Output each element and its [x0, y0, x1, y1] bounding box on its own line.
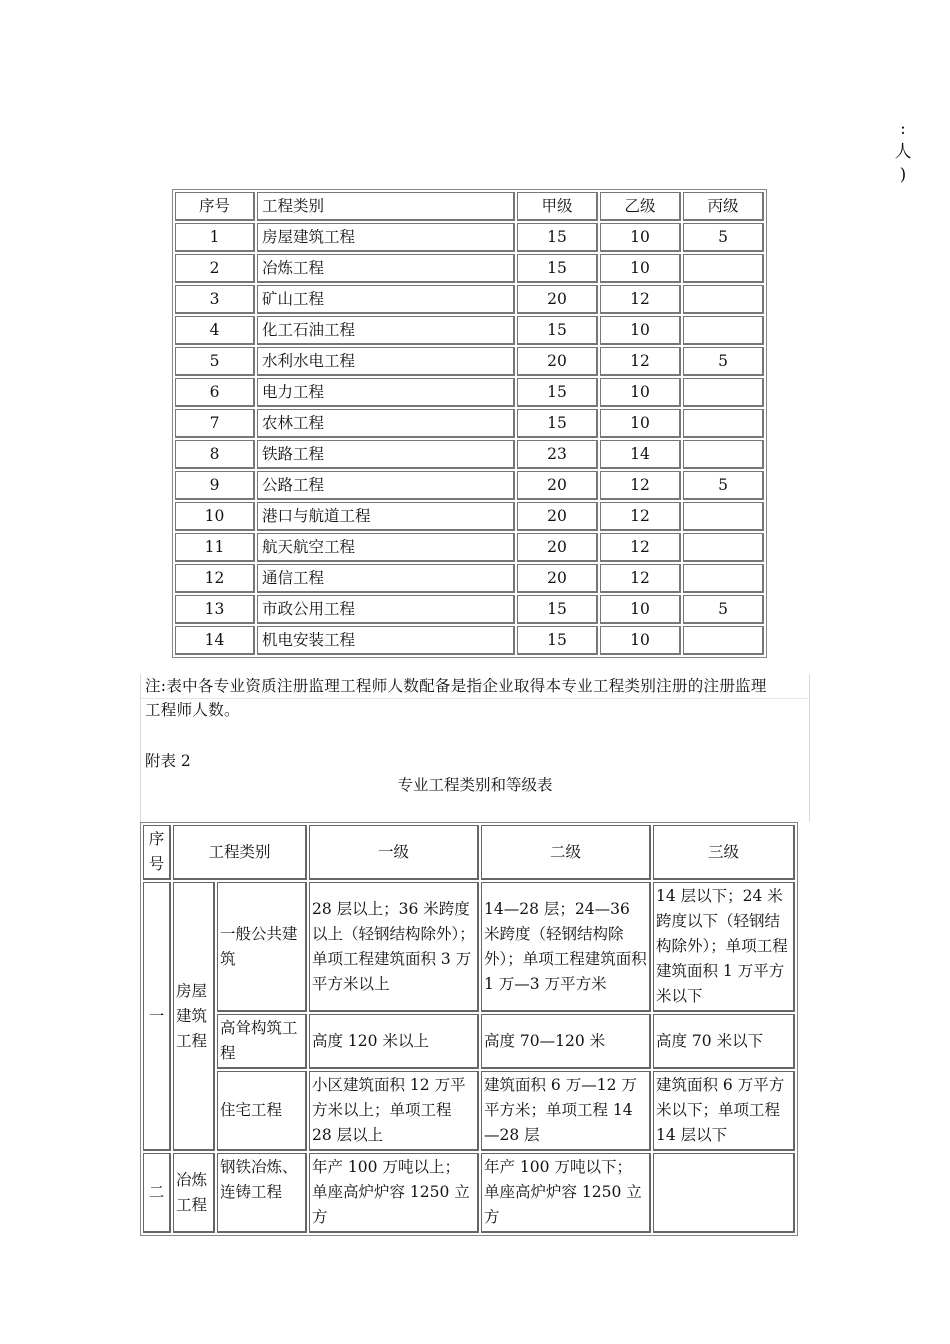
- row-grade-a: 20: [517, 285, 598, 314]
- row-seq: 7: [175, 409, 255, 438]
- table-row: [175, 564, 764, 593]
- header-grade-2: 二级: [481, 825, 651, 880]
- side-note-colon: :: [900, 119, 906, 139]
- row-seq: 2: [175, 254, 255, 283]
- row-category: 水利水电工程: [257, 347, 515, 376]
- group-seq: 二: [143, 1153, 171, 1233]
- table-header-row: [143, 825, 795, 880]
- row-grade-b: 12: [600, 564, 681, 593]
- grade-1-value: 小区建筑面积 12 万平方米以上；单项工程 28 层以上: [309, 1071, 479, 1151]
- grade-2-value: 高度 70—120 米: [481, 1014, 651, 1069]
- row-grade-b: 10: [600, 223, 681, 252]
- table-row: [175, 440, 764, 469]
- row-seq: 14: [175, 626, 255, 655]
- row-grade-b: 12: [600, 471, 681, 500]
- row-seq: 1: [175, 223, 255, 252]
- grade-3-value: 建筑面积 6 万平方米以下；单项工程 14 层以下: [653, 1071, 795, 1151]
- row-grade-c: [683, 409, 764, 438]
- row-category: 矿山工程: [257, 285, 515, 314]
- row-grade-c: [683, 533, 764, 562]
- group-category: 冶炼工程: [173, 1153, 215, 1233]
- row-category: 冶炼工程: [257, 254, 515, 283]
- row-grade-a: 23: [517, 440, 598, 469]
- header-grade-a: 甲级: [517, 192, 598, 221]
- header-grade-b: 乙级: [600, 192, 681, 221]
- row-category: 航天航空工程: [257, 533, 515, 562]
- row-category: 化工石油工程: [257, 316, 515, 345]
- row-category: 铁路工程: [257, 440, 515, 469]
- row-seq: 6: [175, 378, 255, 407]
- row-grade-a: 20: [517, 471, 598, 500]
- sub-category: 高耸构筑工程: [217, 1014, 307, 1069]
- notes-block: [140, 674, 810, 822]
- side-note-person: 人: [894, 142, 912, 162]
- row-grade-a: 20: [517, 533, 598, 562]
- header-seq: 序号: [143, 825, 171, 880]
- row-grade-a: 15: [517, 626, 598, 655]
- table-row: [175, 254, 764, 283]
- grade-2-value: 14—28 层；24—36 米跨度（轻钢结构除外）；单项工程建筑面积 1 万—3 万平方米: [481, 882, 651, 1012]
- note-divider: [141, 698, 809, 699]
- row-grade-c: 5: [683, 347, 764, 376]
- table-row: [175, 471, 764, 500]
- row-grade-a: 15: [517, 409, 598, 438]
- row-grade-c: [683, 285, 764, 314]
- sub-category: 一般公共建筑: [217, 882, 307, 1012]
- grade-1-value: 年产 100 万吨以上；单座高炉炉容 1250 立方: [309, 1153, 479, 1233]
- row-seq: 8: [175, 440, 255, 469]
- table-row: [143, 882, 795, 1012]
- row-category: 电力工程: [257, 378, 515, 407]
- row-grade-b: 14: [600, 440, 681, 469]
- row-grade-b: 12: [600, 285, 681, 314]
- row-grade-a: 15: [517, 316, 598, 345]
- row-grade-c: [683, 502, 764, 531]
- row-category: 农林工程: [257, 409, 515, 438]
- row-grade-c: 5: [683, 471, 764, 500]
- table-row: [175, 533, 764, 562]
- row-grade-c: [683, 564, 764, 593]
- table-row: [175, 502, 764, 531]
- row-seq: 11: [175, 533, 255, 562]
- sub-category: 住宅工程: [217, 1071, 307, 1151]
- grade-3-value: [653, 1153, 795, 1233]
- row-grade-a: 15: [517, 223, 598, 252]
- row-seq: 9: [175, 471, 255, 500]
- row-grade-a: 20: [517, 564, 598, 593]
- group-seq: 一: [143, 882, 171, 1151]
- row-grade-b: 10: [600, 316, 681, 345]
- row-grade-a: 15: [517, 254, 598, 283]
- table-row: [175, 285, 764, 314]
- row-category: 市政公用工程: [257, 595, 515, 624]
- table-row: [175, 347, 764, 376]
- grade-table: [140, 822, 798, 1236]
- row-seq: 13: [175, 595, 255, 624]
- table-row: [143, 1014, 795, 1069]
- row-grade-c: [683, 626, 764, 655]
- row-category: 公路工程: [257, 471, 515, 500]
- row-grade-b: 12: [600, 502, 681, 531]
- row-grade-b: 10: [600, 409, 681, 438]
- table-row: [175, 409, 764, 438]
- row-grade-b: 12: [600, 347, 681, 376]
- row-grade-c: 5: [683, 595, 764, 624]
- row-seq: 5: [175, 347, 255, 376]
- row-grade-b: 12: [600, 533, 681, 562]
- table-note-line-2: 工程师人数。: [145, 701, 240, 719]
- row-grade-a: 20: [517, 347, 598, 376]
- side-note: [891, 118, 915, 187]
- staffing-table: [172, 189, 767, 658]
- header-category: 工程类别: [173, 825, 307, 880]
- appendix-label: 附表 2: [145, 752, 191, 770]
- side-note-paren: ): [899, 165, 907, 185]
- table-row: [175, 378, 764, 407]
- table-row: [175, 316, 764, 345]
- grade-2-value: 年产 100 万吨以下；单座高炉炉容 1250 立方: [481, 1153, 651, 1233]
- table2-title: 专业工程类别和等级表: [397, 776, 553, 794]
- row-seq: 3: [175, 285, 255, 314]
- row-grade-a: 15: [517, 378, 598, 407]
- table-row: [143, 1153, 795, 1233]
- table-row: [175, 595, 764, 624]
- row-category: 通信工程: [257, 564, 515, 593]
- header-grade-1: 一级: [309, 825, 479, 880]
- table-row: [175, 223, 764, 252]
- row-grade-b: 10: [600, 595, 681, 624]
- grade-2-value: 建筑面积 6 万—12 万平方米；单项工程 14—28 层: [481, 1071, 651, 1151]
- grade-3-value: 高度 70 米以下: [653, 1014, 795, 1069]
- row-category: 房屋建筑工程: [257, 223, 515, 252]
- row-grade-c: 5: [683, 223, 764, 252]
- row-grade-b: 10: [600, 378, 681, 407]
- table-row: [175, 626, 764, 655]
- row-seq: 12: [175, 564, 255, 593]
- row-grade-a: 15: [517, 595, 598, 624]
- row-grade-c: [683, 316, 764, 345]
- table-header-row: [175, 192, 764, 221]
- header-category: 工程类别: [257, 192, 515, 221]
- row-grade-b: 10: [600, 254, 681, 283]
- row-grade-b: 10: [600, 626, 681, 655]
- sub-category: 钢铁冶炼、连铸工程: [217, 1153, 307, 1233]
- row-grade-a: 20: [517, 502, 598, 531]
- header-seq: 序号: [175, 192, 255, 221]
- grade-3-value: 14 层以下；24 米跨度以下（轻钢结构除外）；单项工程建筑面积 1 万平方米以下: [653, 882, 795, 1012]
- row-category: 港口与航道工程: [257, 502, 515, 531]
- row-grade-c: [683, 378, 764, 407]
- row-grade-c: [683, 440, 764, 469]
- header-grade-c: 丙级: [683, 192, 764, 221]
- row-grade-c: [683, 254, 764, 283]
- row-seq: 10: [175, 502, 255, 531]
- row-category: 机电安装工程: [257, 626, 515, 655]
- row-seq: 4: [175, 316, 255, 345]
- grade-1-value: 高度 120 米以上: [309, 1014, 479, 1069]
- group-category: 房屋建筑工程: [173, 882, 215, 1151]
- table-row: [143, 1071, 795, 1151]
- header-grade-3: 三级: [653, 825, 795, 880]
- table-note-line-1: 注:表中各专业资质注册监理工程师人数配备是指企业取得本专业工程类别注册的注册监理: [145, 677, 767, 695]
- grade-1-value: 28 层以上；36 米跨度以上（轻钢结构除外）；单项工程建筑面积 3 万平方米以上: [309, 882, 479, 1012]
